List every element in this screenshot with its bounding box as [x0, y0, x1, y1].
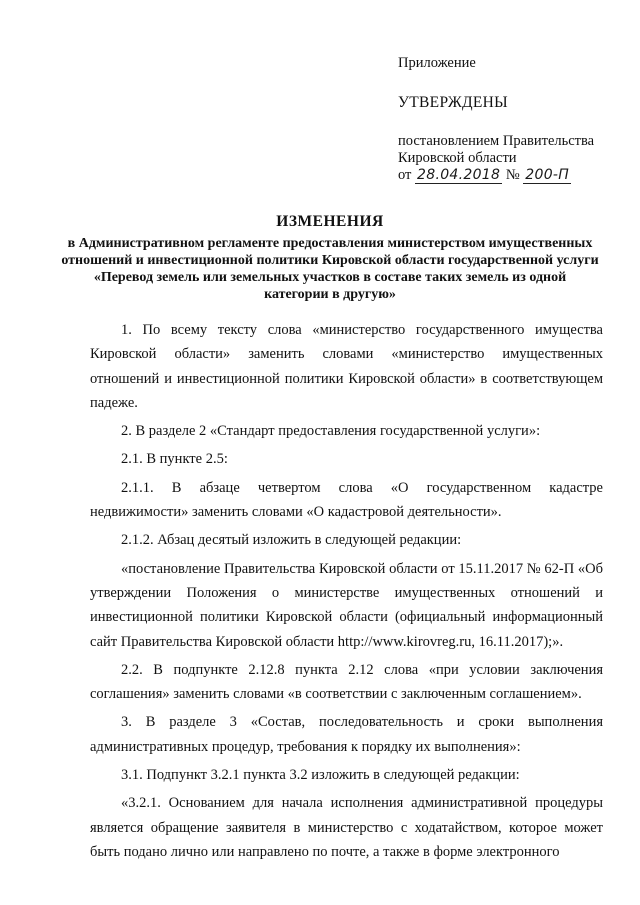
- paragraph-2-2: 2.2. В подпункте 2.12.8 пункта 2.12 слова «при условии заключения соглашения» заменить словами «в соответствии с заключенным соглашением».: [90, 661, 603, 703]
- document-body: [90, 318, 603, 864]
- paragraph-1: 1. По всему тексту слова «министерство государственного имущества Кировской области» заменить словами «министерство имущественных отношений и инвестиционной политики Кировской области» в соответствующем падеже.: [90, 322, 603, 411]
- title-block: [60, 213, 600, 303]
- document-subtitle: в Административном регламенте предоставления министерством имущественных отношений и инвестиционной политики Кировской области государственной услуги «Перевод земель или земельных участков в составе таких земель из одной категории в другую»: [61, 236, 599, 302]
- approval-block: [398, 55, 628, 184]
- date-prefix: от: [398, 167, 412, 183]
- appendix-label: Приложение: [398, 55, 476, 71]
- paragraph-2-1-2: 2.1.2. Абзац десятый изложить в следующей редакции:: [121, 532, 462, 549]
- decree-line-2: Кировской области: [398, 150, 517, 166]
- paragraph-quote-decree: «постановление Правительства Кировской области от 15.11.2017 № 62-П «Об утверждении Положения о министерстве имущественных отношений и инвестиционной политики Кировской области (официальный информационный сайт Правительства Кировской области http://www.kirovreg.ru, 16.11.2017);».: [90, 560, 603, 650]
- decree-date-line: [398, 167, 628, 184]
- handwritten-date: 28.04.2018: [417, 167, 501, 183]
- paragraph-2-1: 2.1. В пункте 2.5:: [121, 451, 228, 468]
- paragraph-3: 3. В разделе 3 «Состав, последовательность и сроки выполнения административных процедур, требования к порядку их выполнения»:: [90, 714, 603, 755]
- approved-label: УТВЕРЖДЕНЫ: [398, 94, 508, 111]
- paragraph-2-1-1: 2.1.1. В абзаце четвертом слова «О государственном кадастре недвижимости» заменить словами «О кадастровой деятельности».: [90, 479, 603, 521]
- document-title: ИЗМЕНЕНИЯ: [276, 213, 384, 230]
- paragraph-2: 2. В разделе 2 «Стандарт предоставления государственной услуги»:: [121, 423, 541, 440]
- paragraph-3-1: 3.1. Подпункт 3.2.1 пункта 3.2 изложить в следующей редакции:: [121, 767, 520, 784]
- paragraph-quote-3-2-1: «3.2.1. Основанием для начала исполнения административной процедуры является обращение заявителя в министерство с ходатайством, которое может быть подано лично или направлено по почте, а также в форме электронного: [90, 795, 603, 860]
- number-prefix: №: [505, 167, 520, 183]
- decree-line-1: постановлением Правительства: [398, 133, 595, 149]
- handwritten-number: 200-П: [525, 167, 570, 183]
